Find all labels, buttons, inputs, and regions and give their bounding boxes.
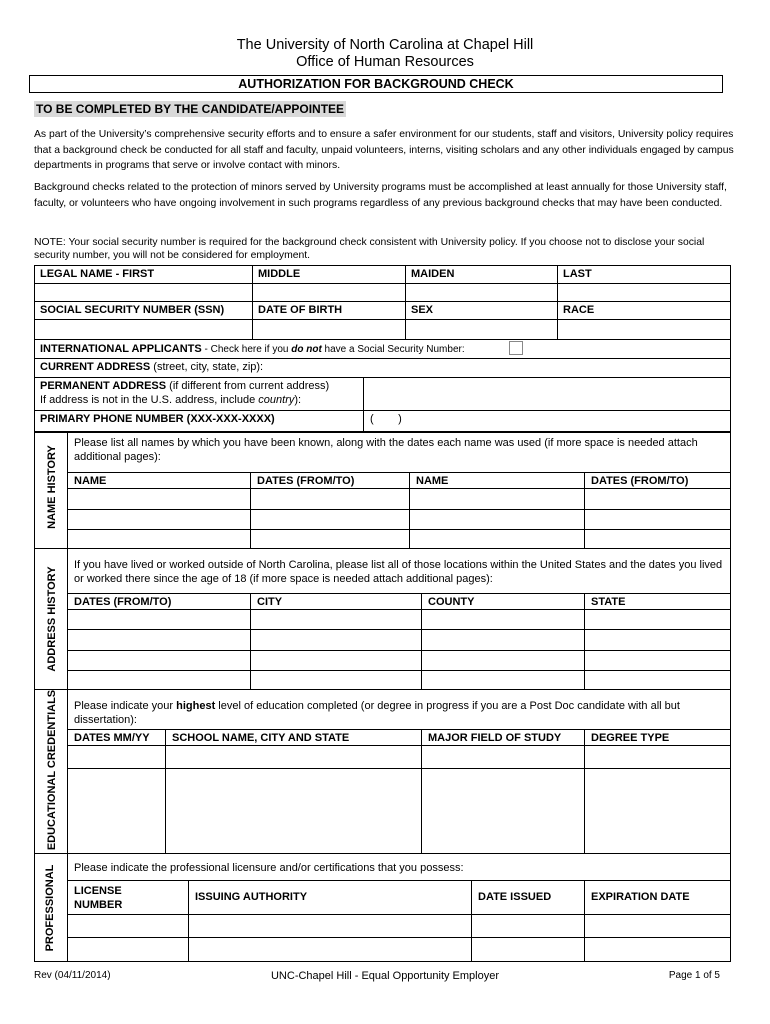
dob-label: DATE OF BIRTH: [258, 304, 343, 316]
nh-name-cells-1[interactable]: [68, 489, 250, 548]
phone-field[interactable]: ( ): [370, 413, 402, 425]
permanent-address-label: PERMANENT ADDRESS (if different from current address): [40, 380, 330, 392]
middle-name-field[interactable]: [253, 284, 404, 300]
name-history-side-label: NAME HISTORY: [46, 445, 58, 529]
prof-col-expiration: EXPIRATION DATE: [591, 891, 690, 903]
edu-col-major: MAJOR FIELD OF STUDY: [428, 732, 562, 744]
edu-col-dates: DATES MM/YY: [74, 732, 150, 744]
prof-authority-cells[interactable]: [189, 915, 471, 961]
sex-field[interactable]: [406, 320, 556, 338]
current-address-field[interactable]: [300, 359, 730, 376]
office-name: Office of Human Resources: [296, 54, 474, 70]
prof-license-cells[interactable]: [68, 915, 188, 961]
prof-col-authority: ISSUING AUTHORITY: [195, 891, 308, 903]
race-field[interactable]: [558, 320, 730, 338]
ah-county-cells[interactable]: [422, 610, 584, 689]
last-name-label: LAST: [563, 268, 592, 280]
edu-col-school: SCHOOL NAME, CITY AND STATE: [172, 732, 350, 744]
intro-paragraph-1: As part of the University’s comprehensive security efforts and to ensure a safer environment for our students, staff and visitors, University policy requires that a background check be conducted for all staff and faculty, unpaid volunteers, interns, visiting scholars and any other individuals engaged by campus departments in programs that serve or involve contact with minors.: [34, 129, 734, 171]
ah-state-cells[interactable]: [585, 610, 730, 689]
name-history-instruction: Please list all names by which you have been known, along with the dates each name was used (if more space is needed attach additional pages):: [74, 437, 698, 463]
maiden-name-label: MAIDEN: [411, 268, 455, 280]
education-instruction: Please indicate your highest level of education completed (or degree in progress if you are a Post Doc candidate with all but dissertation):: [74, 700, 680, 726]
ah-city-cells[interactable]: [251, 610, 421, 689]
form-title: AUTHORIZATION FOR BACKGROUND CHECK: [29, 75, 723, 93]
permanent-address-hint: If address is not in the U.S. address, include country):: [40, 394, 302, 406]
ssn-field[interactable]: [35, 320, 251, 338]
education-side-label: EDUCATIONAL CREDENTIALS: [46, 689, 58, 851]
ah-col-city: CITY: [257, 596, 283, 608]
edu-dates-cells[interactable]: [68, 746, 165, 853]
phone-label: PRIMARY PHONE NUMBER (XXX-XXX-XXXX): [40, 413, 275, 425]
prof-expiration-cells[interactable]: [585, 915, 730, 961]
university-name: The University of North Carolina at Chapel Hill: [236, 37, 534, 53]
address-history-instruction: If you have lived or worked outside of North Carolina, please list all of those locations within the United States and the dates you lived or worked there since the age of 18 (if more space is needed attach additional pages):: [74, 559, 723, 585]
revision-date: Rev (04/11/2014): [34, 970, 111, 981]
prof-col-issued: DATE ISSUED: [478, 891, 552, 903]
section-heading: TO BE COMPLETED BY THE CANDIDATE/APPOINTEE: [36, 102, 345, 116]
footer-employer: UNC-Chapel Hill - Equal Opportunity Employer: [270, 970, 500, 982]
international-applicants-text: INTERNATIONAL APPLICANTS - Check here if you do not have a Social Security Number:: [40, 343, 465, 355]
ssn-note: NOTE: Your social security number is required for the background check consistent with University policy. If you choose not to disclose your social security number, you will not be considered for employment.: [34, 237, 705, 261]
ah-col-dates: DATES (FROM/TO): [74, 596, 172, 608]
sex-label: SEX: [411, 304, 434, 316]
first-name-label: LEGAL NAME - FIRST: [40, 268, 155, 280]
professional-instruction: Please indicate the professional licensure and/or certifications that you possess:: [74, 862, 464, 874]
edu-major-cells[interactable]: [422, 746, 584, 853]
address-history-side-label: ADDRESS HISTORY: [46, 566, 58, 672]
first-name-field[interactable]: [35, 284, 251, 300]
current-address-label: CURRENT ADDRESS (street, city, state, zip):: [40, 361, 264, 373]
prof-issued-cells[interactable]: [472, 915, 584, 961]
edu-col-degree: DEGREE TYPE: [591, 732, 670, 744]
nh-name-cells-2[interactable]: [410, 489, 584, 548]
middle-name-label: MIDDLE: [258, 268, 301, 280]
intro-paragraph-2: Background checks related to the protection of minors served by University programs must be accomplished at least annually for those University staff, faculty, or volunteers who have ongoing involvement in such programs regardless of any previous background checks that may have been conducted.: [34, 182, 727, 209]
nh-col-name-2: NAME: [416, 475, 449, 487]
dob-field[interactable]: [253, 320, 404, 338]
maiden-name-field[interactable]: [406, 284, 556, 300]
nh-col-dates-1: DATES (FROM/TO): [257, 475, 355, 487]
ah-col-state: STATE: [591, 596, 626, 608]
edu-school-cells[interactable]: [166, 746, 421, 853]
edu-degree-cells[interactable]: [585, 746, 730, 853]
ssn-label: SOCIAL SECURITY NUMBER (SSN): [40, 304, 225, 316]
nh-col-name-1: NAME: [74, 475, 107, 487]
ah-col-county: COUNTY: [428, 596, 475, 608]
nh-col-dates-2: DATES (FROM/TO): [591, 475, 689, 487]
last-name-field[interactable]: [558, 284, 730, 300]
ah-dates-cells[interactable]: [68, 610, 250, 689]
no-ssn-checkbox[interactable]: [509, 341, 523, 355]
professional-side-label: PROFESSIONAL: [44, 864, 56, 952]
prof-col-license: LICENSE NUMBER: [74, 885, 123, 911]
permanent-address-field[interactable]: [364, 378, 730, 409]
nh-dates-cells-1[interactable]: [251, 489, 409, 548]
page-number: Page 1 of 5: [668, 970, 720, 981]
race-label: RACE: [563, 304, 595, 316]
nh-dates-cells-2[interactable]: [585, 489, 730, 548]
